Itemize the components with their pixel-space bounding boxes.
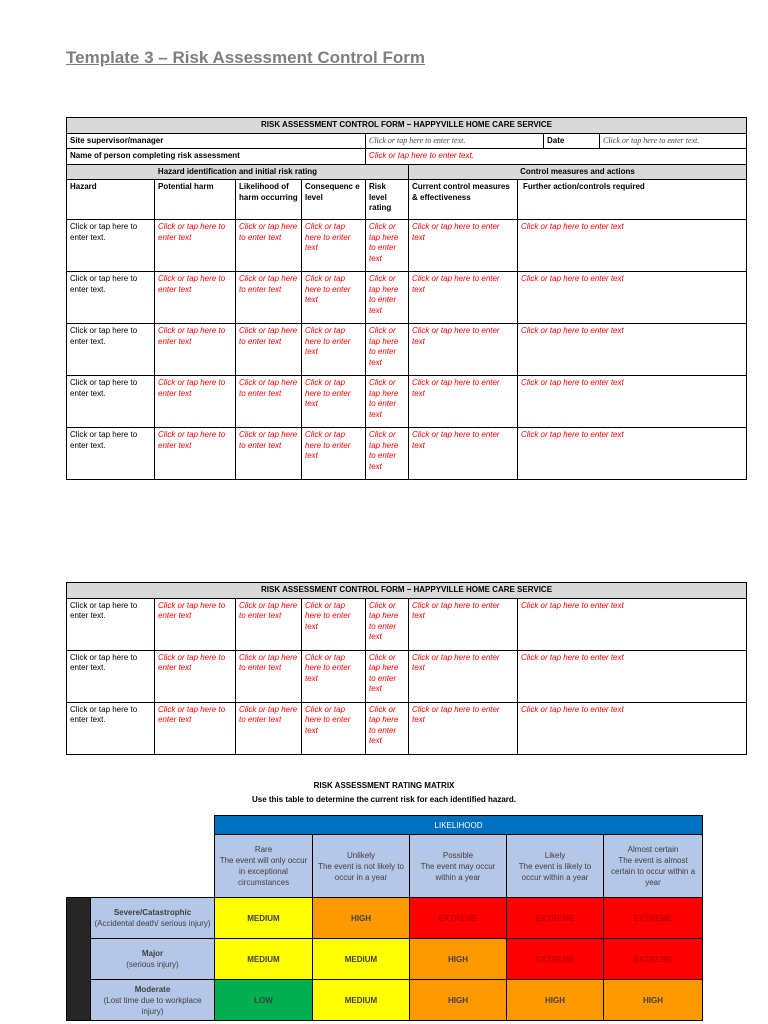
col-likelihood: Likelihood of harm occurring [236,180,302,220]
harm-field[interactable]: Click or tap here to enter text [155,220,236,272]
likelihood-rare [215,835,313,898]
likelihood-desc: The event may occur within a year [420,861,496,882]
date-label: Date [544,133,600,149]
table-row [67,650,747,702]
likelihood-desc: The event will only occur in exceptional circumstances [219,856,308,887]
hazard-field[interactable]: Click or tap here to enter text. [67,220,155,272]
hazard-field[interactable]: Click or tap here to enter text. [67,428,155,480]
current-controls-field[interactable]: Click or tap here to enter text [409,702,518,754]
risk-form-table [66,117,747,480]
likelihood-name: Likely [544,850,566,860]
likelihood-name: Rare [254,845,273,854]
hazard-field[interactable]: Click or tap here to enter text. [67,324,155,376]
person-field[interactable]: Click or tap here to enter text. [366,149,747,165]
person-label: Name of person completing risk assessment [67,149,366,165]
rating-cell: HIGH [410,980,507,1021]
hazard-field[interactable]: Click or tap here to enter text. [67,598,155,650]
harm-field[interactable]: Click or tap here to enter text [155,702,236,754]
consequence-field[interactable]: Click or tap here to enter text [302,428,366,480]
section-hazard-identification: Hazard identification and initial risk rating [67,164,409,180]
further-action-field[interactable]: Click or tap here to enter text [518,702,747,754]
further-action-field[interactable]: Click or tap here to enter text [518,428,747,480]
further-action-field[interactable]: Click or tap here to enter text [518,272,747,324]
consequence-desc: (Lost time due to workplace injury) [103,995,202,1016]
consequence-field[interactable]: Click or tap here to enter text [302,324,366,376]
rating-cell: HIGH [313,898,410,939]
rating-cell: MEDIUM [313,939,410,980]
current-controls-field[interactable]: Click or tap here to enter text [409,650,518,702]
form-header: RISK ASSESSMENT CONTROL FORM – HAPPYVILLE HOME CARE SERVICE [67,118,747,134]
table-row [67,376,747,428]
col-further-action: Further action/controls required [518,180,747,220]
consequence-name: Moderate [134,984,171,994]
current-controls-field[interactable]: Click or tap here to enter text [409,220,518,272]
likelihood-name: Possible [442,850,474,860]
likelihood-name: Unlikely [346,850,375,860]
further-action-field[interactable]: Click or tap here to enter text [518,376,747,428]
current-controls-field[interactable]: Click or tap here to enter text [409,376,518,428]
rating-cell: EXTREME [410,898,507,939]
consequence-field[interactable]: Click or tap here to enter text [302,272,366,324]
risk-rating-field[interactable]: Click or tap here to enter text [366,428,409,480]
hazard-field[interactable]: Click or tap here to enter text. [67,272,155,324]
likelihood-unlikely [313,835,410,898]
hazard-field[interactable]: Click or tap here to enter text. [67,702,155,754]
col-risk-level: Risk level rating [366,180,409,220]
harm-field[interactable]: Click or tap here to enter text [155,598,236,650]
table-row [67,220,747,272]
consequence-desc: (Accidental death/ serious injury) [94,919,211,928]
consequence-desc: (serious injury) [126,960,179,969]
hazard-field[interactable]: Click or tap here to enter text. [67,650,155,702]
rating-cell: EXTREME [507,898,604,939]
risk-rating-field[interactable]: Click or tap here to enter text [366,220,409,272]
risk-form-table-continued [66,582,747,755]
harm-field[interactable]: Click or tap here to enter text [155,650,236,702]
risk-rating-field[interactable]: Click or tap here to enter text [366,598,409,650]
likelihood-almost-certain [604,835,703,898]
table-row [67,428,747,480]
likelihood-field[interactable]: Click or tap here to enter text [236,324,302,376]
risk-rating-field[interactable]: Click or tap here to enter text [366,376,409,428]
likelihood-field[interactable]: Click or tap here to enter text [236,702,302,754]
matrix-corner [67,816,215,835]
consequence-name: Major [141,949,164,958]
current-controls-field[interactable]: Click or tap here to enter text [409,272,518,324]
risk-matrix-table [66,815,703,1021]
section-control-measures: Control measures and actions [409,164,747,180]
table-row [67,272,747,324]
consequence-side-bar [67,898,91,1021]
col-hazard: Hazard [67,180,155,220]
likelihood-field[interactable]: Click or tap here to enter text [236,272,302,324]
rating-cell: EXTREME [604,898,703,939]
risk-rating-field[interactable]: Click or tap here to enter text [366,702,409,754]
rating-cell: MEDIUM [313,980,410,1021]
consequence-field[interactable]: Click or tap here to enter text [302,650,366,702]
further-action-field[interactable]: Click or tap here to enter text [518,324,747,376]
rating-cell: HIGH [507,980,604,1021]
consequence-name: Severe/Catastrophic [113,908,192,917]
current-controls-field[interactable]: Click or tap here to enter text [409,598,518,650]
likelihood-possible [410,835,507,898]
harm-field[interactable]: Click or tap here to enter text [155,428,236,480]
harm-field[interactable]: Click or tap here to enter text [155,324,236,376]
matrix-subtitle: Use this table to determine the current risk for each identified hazard. [251,795,517,804]
form-header: RISK ASSESSMENT CONTROL FORM – HAPPYVILLE HOME CARE SERVICE [67,583,747,599]
likelihood-field[interactable]: Click or tap here to enter text [236,220,302,272]
col-potential-harm: Potential harm [155,180,236,220]
consequence-field[interactable]: Click or tap here to enter text [302,220,366,272]
table-row [67,702,747,754]
rating-cell: MEDIUM [215,898,313,939]
consequence-moderate [91,980,215,1021]
likelihood-field[interactable]: Click or tap here to enter text [236,598,302,650]
harm-field[interactable]: Click or tap here to enter text [155,376,236,428]
risk-rating-field[interactable]: Click or tap here to enter text [366,272,409,324]
likelihood-header: LIKELIHOOD [215,816,703,835]
further-action-field[interactable]: Click or tap here to enter text [518,598,747,650]
date-field[interactable]: Click or tap here to enter text. [600,133,747,149]
rating-cell: HIGH [410,939,507,980]
col-current-controls: Current control measures & effectiveness [409,180,518,220]
likelihood-desc: The event is almost certain to occur within a year [611,856,696,887]
rating-cell: EXTREME [604,939,703,980]
likelihood-field[interactable]: Click or tap here to enter text [236,428,302,480]
rating-cell: LOW [215,980,313,1021]
likelihood-desc: The event is likely to occur within a year [518,861,592,882]
table-row [67,598,747,650]
likelihood-likely [507,835,604,898]
further-action-field[interactable]: Click or tap here to enter text [518,220,747,272]
harm-field[interactable]: Click or tap here to enter text [155,272,236,324]
rating-cell: EXTREME [507,939,604,980]
consequence-major [91,939,215,980]
col-consequence: Consequenc e level [302,180,366,220]
likelihood-field[interactable]: Click or tap here to enter text [236,650,302,702]
consequence-field[interactable]: Click or tap here to enter text [302,376,366,428]
current-controls-field[interactable]: Click or tap here to enter text [409,428,518,480]
site-supervisor-label: Site supervisor/manager [67,133,366,149]
hazard-field[interactable]: Click or tap here to enter text. [67,376,155,428]
rating-cell: MEDIUM [215,939,313,980]
consequence-field[interactable]: Click or tap here to enter text [302,702,366,754]
current-controls-field[interactable]: Click or tap here to enter text [409,324,518,376]
matrix-corner [67,835,215,898]
risk-rating-field[interactable]: Click or tap here to enter text [366,324,409,376]
consequence-field[interactable]: Click or tap here to enter text [302,598,366,650]
table-row [67,324,747,376]
further-action-field[interactable]: Click or tap here to enter text [518,650,747,702]
matrix-title: RISK ASSESSMENT RATING MATRIX [313,781,455,790]
likelihood-name: Almost certain [627,845,679,854]
form1-rows [67,220,747,480]
likelihood-field[interactable]: Click or tap here to enter text [236,376,302,428]
risk-rating-field[interactable]: Click or tap here to enter text [366,650,409,702]
site-supervisor-field[interactable]: Click or tap here to enter text. [366,133,544,149]
rating-cell: HIGH [604,980,703,1021]
page-title: Template 3 – Risk Assessment Control Form [66,48,425,67]
consequence-severe [91,898,215,939]
likelihood-desc: The event is not likely to occur in a year [318,861,404,882]
